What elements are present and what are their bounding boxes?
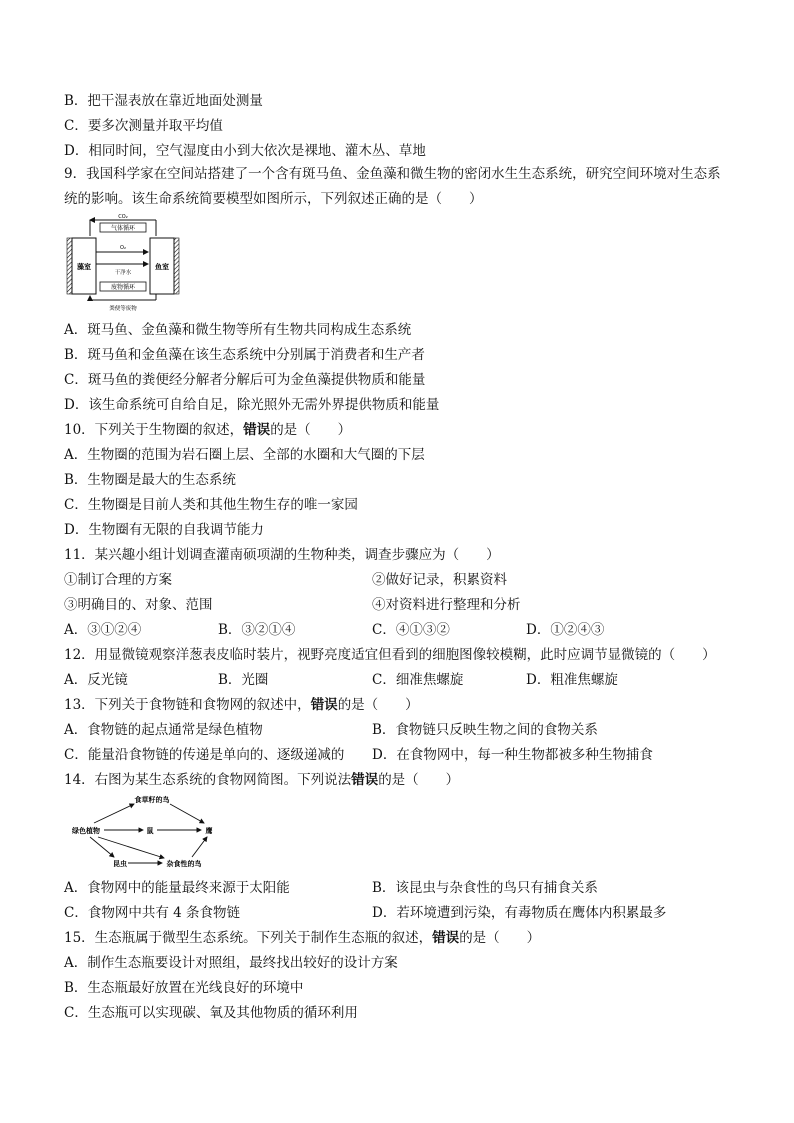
q12-stem: 12．用显微镜观察洋葱表皮临时装片，视野亮度适宜但看到的细胞图像较模糊，此时应调节显微镜的（ ）: [64, 647, 716, 663]
feces-label: 粪便等废物: [109, 306, 137, 312]
node-plant: 绿色植物: [72, 827, 100, 835]
q11-step-4: ④对资料进行整理和分析: [372, 597, 521, 613]
water-label: 干净水: [114, 270, 132, 276]
q11-step-1: ①制订合理的方案: [64, 572, 172, 588]
q10-stem: [64, 421, 351, 439]
q15-option-b: B．生态瓶最好放置在光线良好的环境中: [64, 980, 304, 996]
q12-option-b: B．光圈: [218, 672, 269, 688]
left-room-label: 藻室: [77, 263, 91, 271]
q14-stem: [64, 771, 459, 789]
q8-option-d: D．相同时间，空气湿度由小到大依次是裸地、灌木丛、草地: [64, 143, 426, 159]
arrow-seedbird-hawk: [170, 804, 204, 823]
arrow-plant-seedbird: [94, 804, 134, 823]
q10-option-c: C．生物圈是目前人类和其他生物生存的唯一家园: [64, 497, 358, 513]
q10-option-a: A．生物圈的范围为岩石圈上层、全部的水圈和大气圈的下层: [64, 447, 425, 463]
q14-option-c: C．食物网中共有 4 条食物链: [64, 905, 241, 921]
q13-option-a: A．食物链的起点通常是绿色植物: [64, 722, 263, 738]
waste-cycle-label: 废物循环: [110, 284, 136, 291]
node-seed-bird: 食草籽的鸟: [134, 796, 170, 804]
q11-option-d: D．①②④③: [526, 622, 605, 638]
q10-stem-post: 的是（ ）: [270, 422, 352, 438]
co2-label: CO₂: [118, 214, 128, 220]
q14-option-a: A．食物网中的能量最终来源于太阳能: [64, 880, 290, 896]
q15-stem: [64, 929, 540, 947]
node-mouse: 鼠: [146, 827, 154, 835]
q14-stem-post: 的是（ ）: [378, 772, 460, 788]
q15-option-a: A．制作生态瓶要设计对照组，最终找出较好的设计方案: [64, 955, 398, 971]
q10-option-d: D．生物圈有无限的自我调节能力: [64, 522, 264, 538]
right-room-label: 鱼室: [155, 263, 169, 271]
node-insect: 昆虫: [113, 860, 127, 868]
q13-option-d: D．在食物网中，每一种生物都被多种生物捕食: [372, 747, 653, 763]
q14-stem-bold: 错误: [351, 772, 379, 788]
q14-option-d: D．若环境遭到污染，有毒物质在鹰体内积累最多: [372, 905, 667, 921]
q13-stem-post: 的是（ ）: [337, 697, 419, 713]
q13-option-c: C．能量沿食物链的传递是单向的、逐级递减的: [64, 747, 345, 763]
q15-stem-post: 的是（ ）: [459, 930, 541, 946]
q12-option-d: D．粗准焦螺旋: [526, 672, 618, 688]
node-hawk: 鹰: [205, 827, 213, 835]
q8-option-b: B．把干湿表放在靠近地面处测量: [64, 93, 263, 109]
q12-option-a: A．反光镜: [64, 672, 128, 688]
q11-option-c: C．④①③②: [372, 622, 450, 638]
q14-food-web-diagram: [64, 793, 224, 871]
arrow-plant-omnibird: [98, 837, 164, 858]
q9-ecosystem-diagram: [64, 214, 184, 314]
q9-option-a: A．斑马鱼、金鱼藻和微生物等所有生物共同构成生态系统: [64, 322, 412, 338]
q11-stem: 11．某兴趣小组计划调查灌南硕项湖的生物种类，调查步骤应为（ ）: [64, 547, 500, 563]
q11-step-2: ②做好记录，积累资料: [372, 572, 507, 588]
q9-option-c: C．斑马鱼的粪便经分解者分解后可为金鱼藻提供物质和能量: [64, 372, 426, 388]
arrow-plant-insect: [90, 837, 114, 857]
q13-option-b: B．食物链只反映生物之间的食物关系: [372, 722, 598, 738]
gas-cycle-label: 气体循环: [110, 225, 136, 232]
o2-label: O₂: [120, 245, 126, 251]
q14-stem-pre: 14．右图为某生态系统的食物网简图。下列说法: [64, 772, 352, 788]
q11-option-b: B．③②①④: [218, 622, 296, 638]
q9-option-d: D．该生命系统可自给自足，除光照外无需外界提供物质和能量: [64, 397, 440, 413]
q12-option-c: C．细准焦螺旋: [372, 672, 464, 688]
q11-step-3: ③明确目的、对象、范围: [64, 597, 213, 613]
q10-option-b: B．生物圈是最大的生态系统: [64, 472, 236, 488]
q9-stem: 9．我国科学家在空间站搭建了一个含有斑马鱼、金鱼藻和微生物的密闭水生生态系统，研究空间环境对生态系统的影响。该生命系统简要模型如图所示，下列叙述正确的是（ ）: [64, 166, 721, 207]
q8-option-c: C．要多次测量并取平均值: [64, 118, 223, 134]
q11-option-a: A．③①②④: [64, 622, 142, 638]
q14-option-b: B．该昆虫与杂食性的鸟只有捕食关系: [372, 880, 598, 896]
arrow-omnibird-hawk: [192, 837, 207, 857]
q13-stem-bold: 错误: [310, 697, 338, 713]
q10-stem-pre: 10．下列关于生物圈的叙述，: [64, 422, 244, 438]
q15-option-c: C．生态瓶可以实现碳、氧及其他物质的循环利用: [64, 1005, 358, 1021]
q15-stem-bold: 错误: [432, 930, 460, 946]
q13-stem-pre: 13．下列关于食物链和食物网的叙述中，: [64, 697, 311, 713]
q9-option-b: B．斑马鱼和金鱼藻在该生态系统中分别属于消费者和生产者: [64, 347, 425, 363]
node-omni-bird: 杂食性的鸟: [166, 860, 202, 868]
q15-stem-pre: 15．生态瓶属于微型生态系统。下列关于制作生态瓶的叙述，: [64, 930, 433, 946]
q10-stem-bold: 错误: [243, 422, 271, 438]
q13-stem: [64, 696, 419, 714]
